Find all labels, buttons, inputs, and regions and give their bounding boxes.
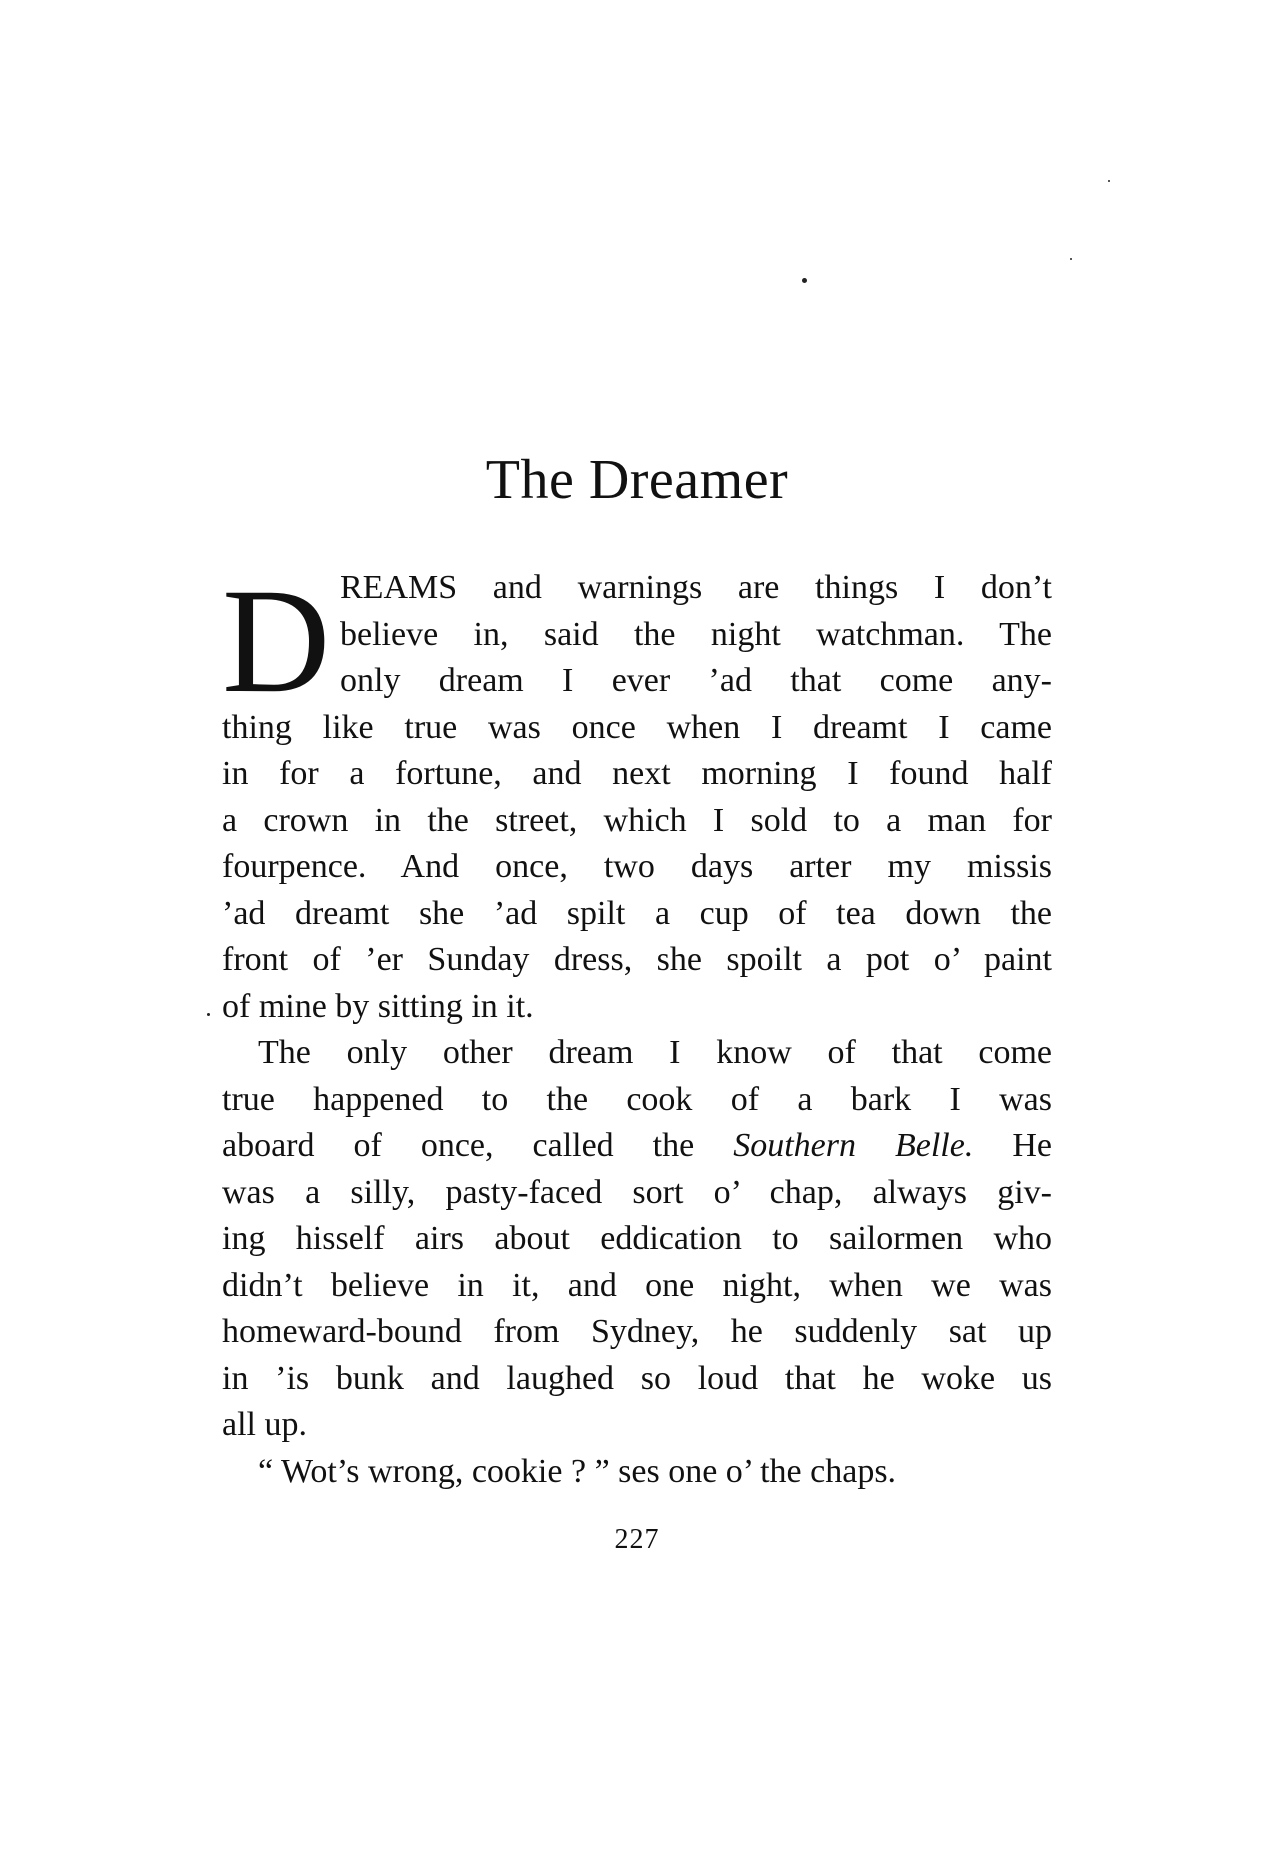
text-line: didn’t believe in it, and one night, when we was — [222, 1266, 1052, 1304]
text-segment: aboard of once, called the — [222, 1127, 695, 1164]
text-line: was a silly, pasty-faced sort o’ chap, always giv- — [222, 1173, 1052, 1211]
text-line: in for a fortune, and next morning I found half — [222, 755, 1052, 792]
scan-speck — [1108, 180, 1110, 182]
text-line: true happened to the cook of a bark I was — [222, 1080, 1052, 1118]
text-line: only dream I ever ’ad that come any- — [340, 662, 1052, 699]
body-text — [222, 558, 1052, 1495]
text-line: front of ’er Sunday dress, she spoilt a pot o’ paint — [222, 941, 1052, 978]
text-line: believe in, said the night watchman. The — [340, 615, 1052, 653]
text-line: of mine by sitting in it. — [222, 987, 534, 1025]
text-line: thing like true was once when I dreamt I came — [222, 708, 1052, 746]
text-line: homeward-bound from Sydney, he suddenly sat up — [222, 1313, 1052, 1350]
text-line: a crown in the street, which I sold to a man for — [222, 801, 1052, 839]
scan-speck — [802, 278, 807, 283]
drop-cap: D — [222, 558, 331, 724]
chapter-title: The Dreamer — [485, 449, 789, 511]
text-line-with-italic — [222, 1123, 1052, 1170]
scan-speck — [1070, 258, 1072, 260]
text-line: ’ad dreamt she ’ad spilt a cup of tea down the — [222, 894, 1052, 932]
text-line: all up. — [222, 1406, 307, 1443]
text-segment: He — [1012, 1127, 1052, 1164]
text-line: fourpence. And once, two days arter my missis — [222, 848, 1052, 885]
page-number: 227 — [614, 1524, 660, 1555]
scan-speck — [207, 1013, 210, 1016]
text-line: REAMS and warnings are things I don’t — [340, 569, 1052, 606]
text-line: in ’is bunk and laughed so loud that he woke us — [222, 1359, 1052, 1397]
text-line: ing hisself airs about eddication to sailormen who — [222, 1220, 1052, 1257]
ship-name: Southern Belle. — [733, 1127, 974, 1164]
text-line: “ Wot’s wrong, cookie ? ” ses one o’ the chaps. — [258, 1452, 897, 1490]
text-line: The only other dream I know of that come — [258, 1034, 1052, 1071]
